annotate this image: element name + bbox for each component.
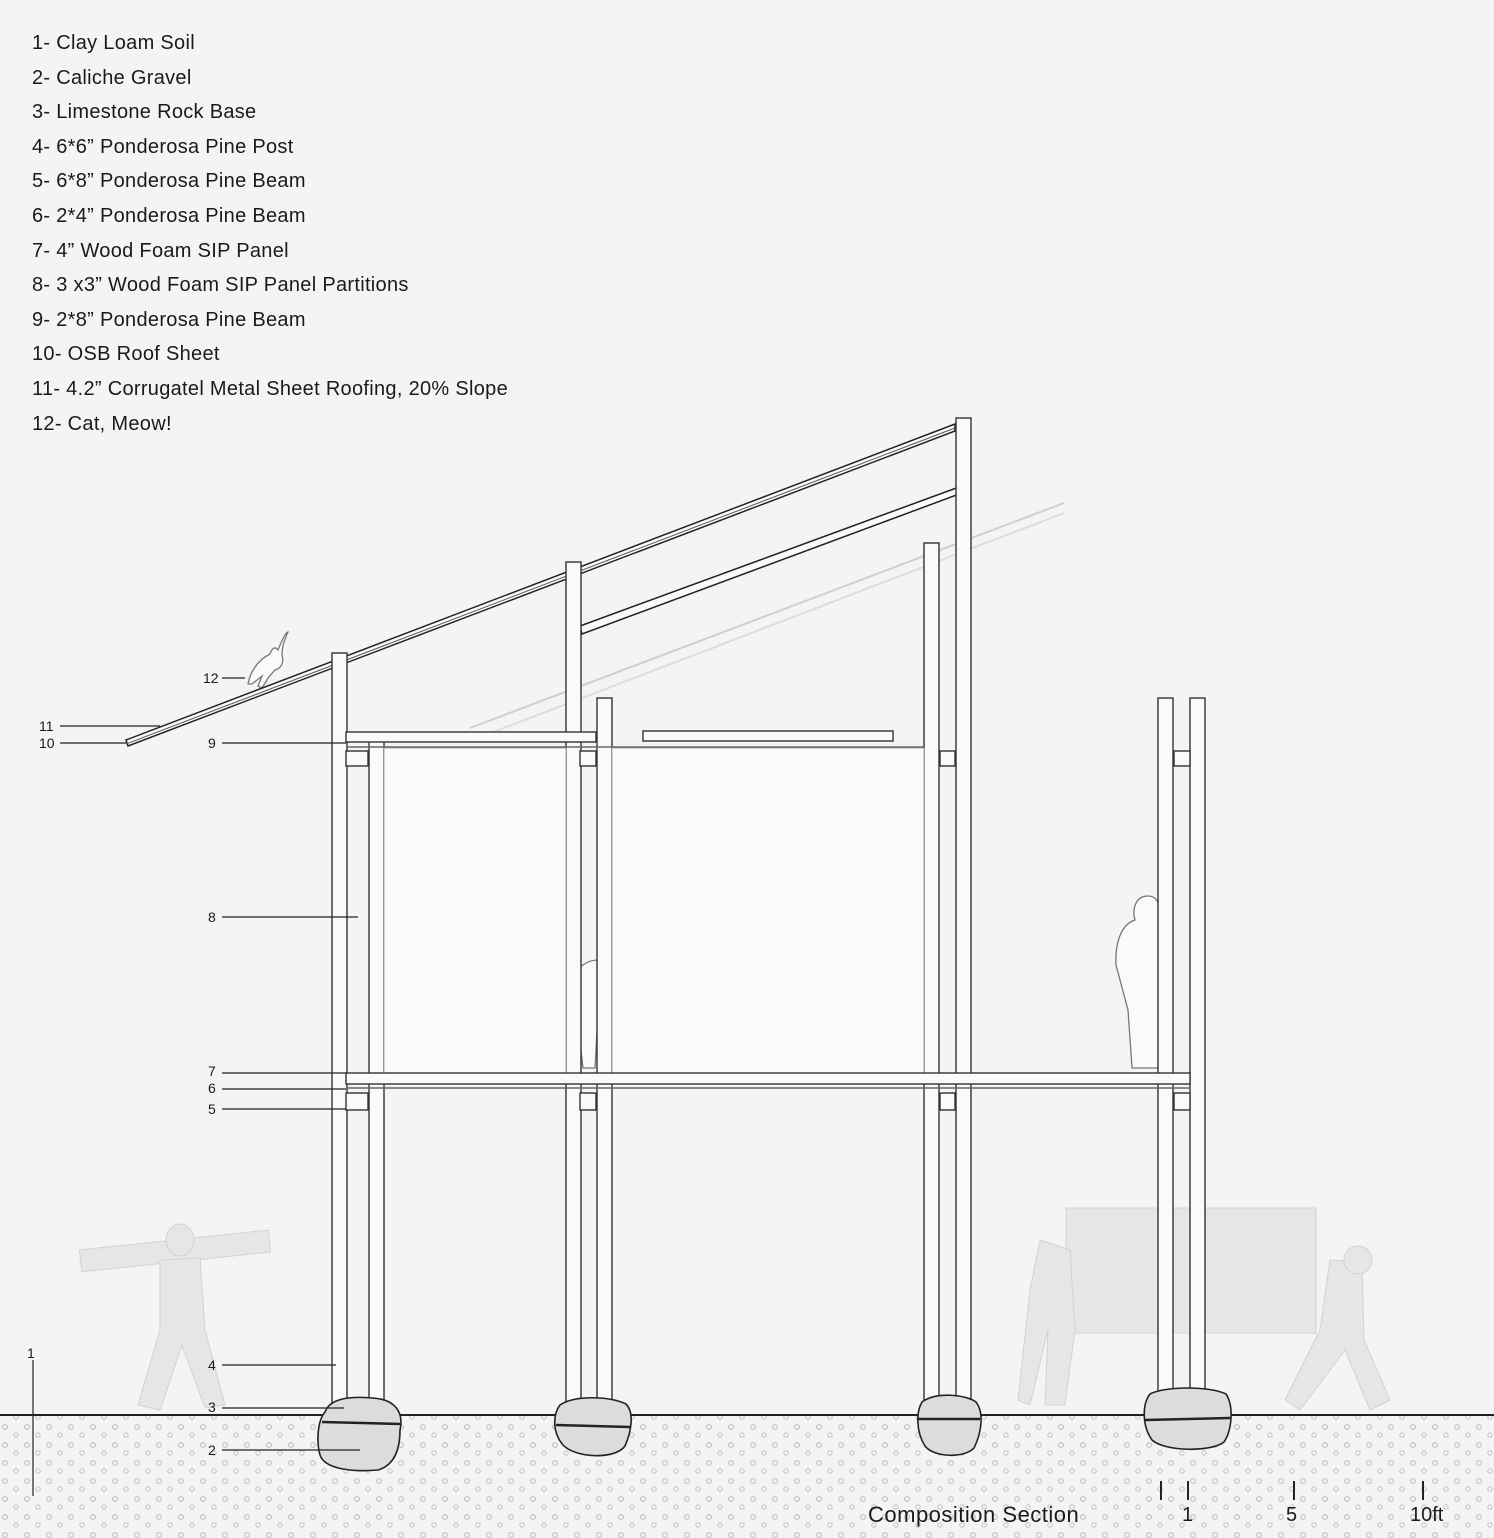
- legend-item: 3- Limestone Rock Base: [32, 101, 257, 124]
- drawing-caption: Composition Section: [868, 1502, 1080, 1527]
- legend-item: 12- Cat, Meow!: [32, 412, 172, 435]
- legend-item: 4- 6*6” Ponderosa Pine Post: [32, 135, 294, 158]
- legend-item: 6- 2*4” Ponderosa Pine Beam: [32, 204, 306, 227]
- clay-loam-soil: [0, 1415, 1494, 1538]
- callout-1: 1: [27, 1345, 35, 1361]
- scale-label-1: 1: [1182, 1504, 1194, 1526]
- callout-5: 5: [208, 1101, 216, 1117]
- callout-3: 3: [208, 1399, 216, 1415]
- callout-10: 10: [39, 735, 55, 751]
- legend-item: 9- 2*8” Ponderosa Pine Beam: [32, 308, 306, 331]
- scale-label-10ft: 10ft: [1410, 1504, 1444, 1526]
- legend-item: 5- 6*8” Ponderosa Pine Beam: [32, 170, 306, 193]
- sip-partitions: [384, 748, 924, 1074]
- callout-7: 7: [208, 1063, 216, 1079]
- callout-11: 11: [39, 718, 54, 734]
- callout-9: 9: [208, 735, 216, 751]
- legend-item: 10- OSB Roof Sheet: [32, 343, 220, 366]
- legend-item: 7- 4” Wood Foam SIP Panel: [32, 239, 289, 262]
- callout-2: 2: [208, 1442, 216, 1458]
- legend-item: 11- 4.2” Corrugatel Metal Sheet Roofing, 20% Slope: [32, 377, 509, 400]
- scale-label-5: 5: [1286, 1504, 1298, 1526]
- callout-6: 6: [208, 1080, 216, 1096]
- callout-8: 8: [208, 909, 216, 925]
- legend-item: 2- Caliche Gravel: [32, 66, 192, 89]
- legend-item: 1- Clay Loam Soil: [32, 32, 195, 54]
- legend-item: 8- 3 x3” Wood Foam SIP Panel Partitions: [32, 274, 409, 297]
- background-roofline: [470, 503, 1064, 728]
- callout-4: 4: [208, 1357, 216, 1373]
- cat-silhouette: [248, 632, 288, 688]
- callout-12: 12: [203, 670, 219, 686]
- floor-assembly: [346, 1073, 1190, 1110]
- osb-roof-sheet: [126, 428, 955, 744]
